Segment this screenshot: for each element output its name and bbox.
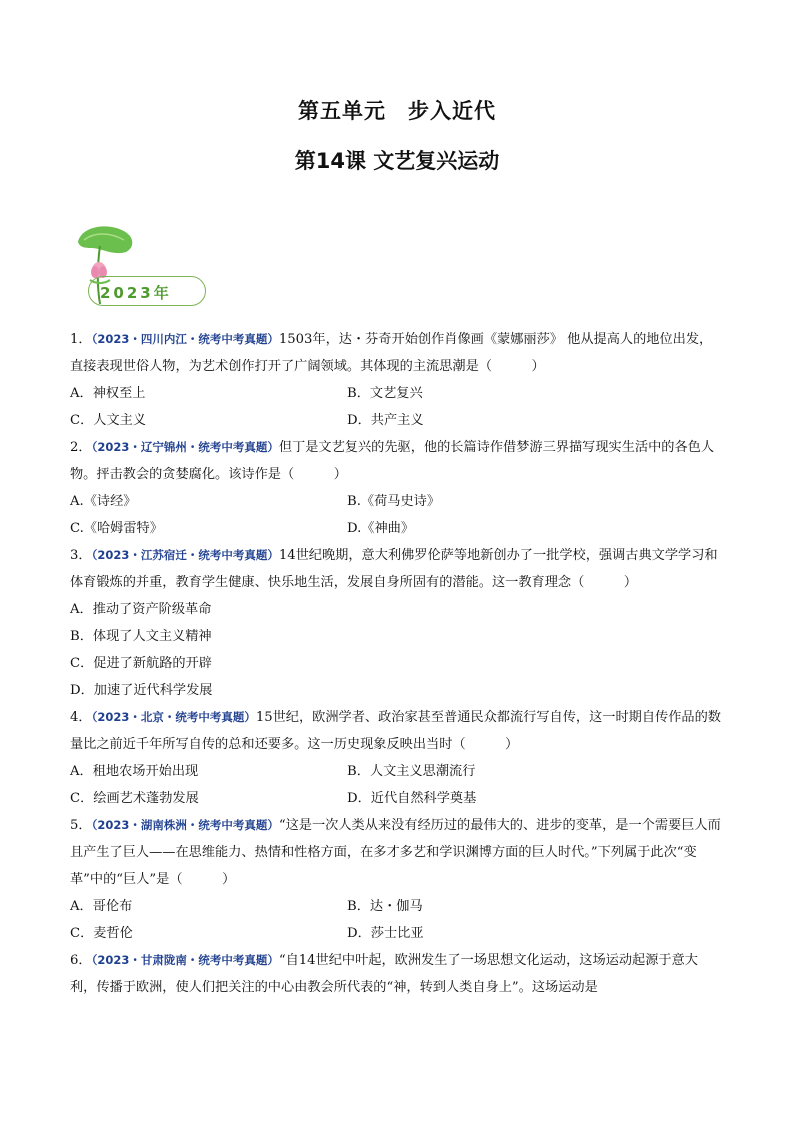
question-source: （2023・江苏宿迁・统考中考真题） xyxy=(91,548,279,562)
option-b: B．文艺复兴 xyxy=(347,386,423,401)
question-6 xyxy=(70,947,724,1001)
question-source: （2023・甘肃陇南・统考中考真题） xyxy=(91,953,279,967)
option-b: B．人文主义思潮流行 xyxy=(347,764,476,779)
question-stem: 15世纪，欧洲学者、政治家甚至普通民众都流行写自传，这一时期自传作品的数量比之前近千年所写自传的总和还要多。这一历史现象反映出当时（ ） xyxy=(70,710,721,752)
option-d: D.《神曲》 xyxy=(347,521,415,536)
question-source: （2023・四川内江・统考中考真题） xyxy=(91,332,279,346)
question-stem: “这是一次人类从来没有经历过的最伟大的、进步的变革，是一个需要巨人而且产生了巨人——在思维能力、热情和性格方面，在多才多艺和学识渊博方面的巨人时代。”下列属于此次“变革”中的“巨人”是（ ） xyxy=(70,818,721,887)
option-a: A．租地农场开始出现 xyxy=(70,764,199,779)
option-a: A．推动了资产阶级革命 xyxy=(70,602,212,617)
question-4 xyxy=(70,704,724,812)
question-list xyxy=(70,326,724,1001)
lesson-title: 第14课 文艺复兴运动 xyxy=(294,149,500,173)
question-3 xyxy=(70,542,724,704)
question-number: 6． xyxy=(70,953,92,968)
question-stem: “自14世纪中叶起，欧洲发生了一场思想文化运动，这场运动起源于意大利，传播于欧洲，使人们把关注的中心由教会所代表的“神，转到人类自身上”。这场运动是 xyxy=(70,953,698,995)
year-badge xyxy=(70,220,220,315)
question-number: 3． xyxy=(70,548,92,563)
option-a: A.《诗经》 xyxy=(70,494,137,509)
question-stem: 14世纪晚期，意大利佛罗伦萨等地新创办了一批学校，强调古典文学学习和体育锻炼的并重，教育学生健康、快乐地生活，发展自身所固有的潜能。这一教育理念（ ） xyxy=(70,548,718,590)
question-number: 5． xyxy=(70,818,92,833)
option-d: D．加速了近代科学发展 xyxy=(70,683,213,698)
question-number: 4． xyxy=(70,710,92,725)
question-source: （2023・辽宁锦州・统考中考真题） xyxy=(91,440,279,454)
option-b: B.《荷马史诗》 xyxy=(347,494,441,509)
option-c: C．人文主义 xyxy=(70,413,147,428)
question-stem: 1503年，达・芬奇开始创作肖像画《蒙娜丽莎》 他从提高人的地位出发，直接表现世俗人物，为艺术创作打开了广阔领域。其体现的主流思潮是（ ） xyxy=(70,332,713,374)
option-b: B．体现了人文主义精神 xyxy=(70,629,212,644)
year-label: 2023年 xyxy=(100,284,172,302)
question-stem: 但丁是文艺复兴的先驱，他的长篇诗作借梦游三界描写现实生活中的各色人物。抨击教会的贪婪腐化。该诗作是（ ） xyxy=(70,440,715,482)
option-c: C．麦哲伦 xyxy=(70,926,133,941)
option-c: C．促进了新航路的开辟 xyxy=(70,656,212,671)
question-2 xyxy=(70,434,724,542)
question-source: （2023・湖南株洲・统考中考真题） xyxy=(91,818,279,832)
option-b: B．达・伽马 xyxy=(347,899,423,914)
unit-title: 第五单元 步入近代 xyxy=(298,99,496,123)
option-d: D．近代自然科学奠基 xyxy=(347,791,477,806)
question-1 xyxy=(70,326,724,434)
question-source: （2023・北京・统考中考真题） xyxy=(91,710,256,724)
option-a: A．神权至上 xyxy=(70,386,146,401)
option-d: D．共产主义 xyxy=(347,413,424,428)
option-c: C．绘画艺术蓬勃发展 xyxy=(70,791,199,806)
option-c: C.《哈姆雷特》 xyxy=(70,521,163,536)
question-number: 2． xyxy=(70,440,92,455)
question-number: 1． xyxy=(70,332,92,347)
option-a: A．哥伦布 xyxy=(70,899,133,914)
question-5 xyxy=(70,812,724,947)
option-d: D．莎士比亚 xyxy=(347,926,424,941)
